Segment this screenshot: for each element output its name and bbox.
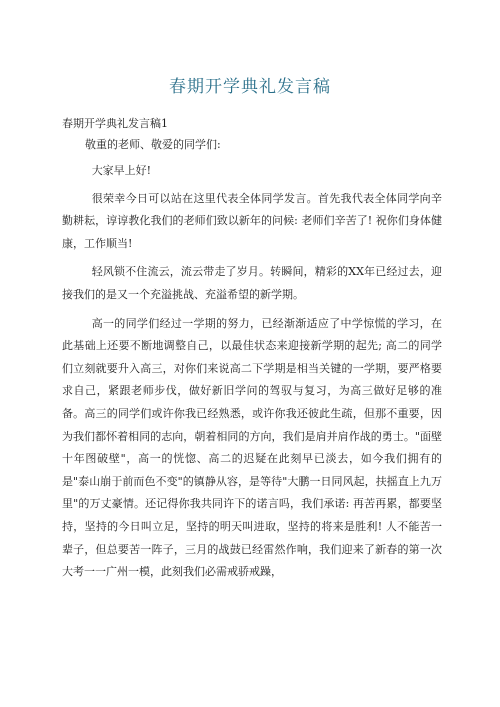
paragraph-greeting: 大家早上好! — [91, 164, 152, 177]
document-subtitle: 春期开学典礼发言稿1 — [62, 117, 168, 130]
document-title: 春期开学典礼发言稿 — [169, 77, 331, 97]
paragraph-encouragement: 高一的同学们经过一学期的努力，已经渐渐适应了中学惊慌的学习，在此基础上还要不断地调整自己，以最佳状态来迎接新学期的起先; 高二的同学们立刻就要升入高三，对你们来说高二下学期是相当关键的一学期，要严格要求自己，紧跟老师步伐，做好新旧学问的驾驭与复习，为高三做好足够的准备。高三的同学们或许你我已经熟悉，或许你我还彼此生疏，但那不重要，因为我们都怀着相同的志向，朝着相同的方向，我们是肩并肩作战的勇士。"面壁十年图破壁"，高一的恍惚、高二的迟疑在此刻早已淡去，如今我们拥有的是"泰山崩于前而色不变"的镇静从容，是等待"大鹏一日同风起，扶摇直上九万里"的万丈豪情。还记得你我共同许下的诺言吗，我们承诺: 再苦再累，都要坚持，坚持的今日叫立足，坚持的明天叫进取，坚持的将来是胜利! 人不能苦一辈子，但总要苦一阵子，三月的战鼓已经雷然作响，我们迎来了新春的第一次大考一一广州一模，此刻我们必需戒骄戒躁， — [62, 316, 442, 579]
salutation-line: 敬重的老师、敬爱的同学们: — [85, 138, 221, 151]
paragraph-introduction: 很荣幸今日可以站在这里代表全体同学发言。首先我代表全体同学向辛勤耕耘，谆谆教化我们的老师们致以新年的问候: 老师们辛苦了! 祝你们身体健康，工作顺当! — [62, 191, 442, 250]
document-body — [62, 160, 442, 590]
paragraph-new-semester: 轻风锁不住流云，流云带走了岁月。转瞬间，精彩的XX年已经过去，迎接我们的是又一个充溢挑战、充溢希望的新学期。 — [62, 265, 442, 301]
